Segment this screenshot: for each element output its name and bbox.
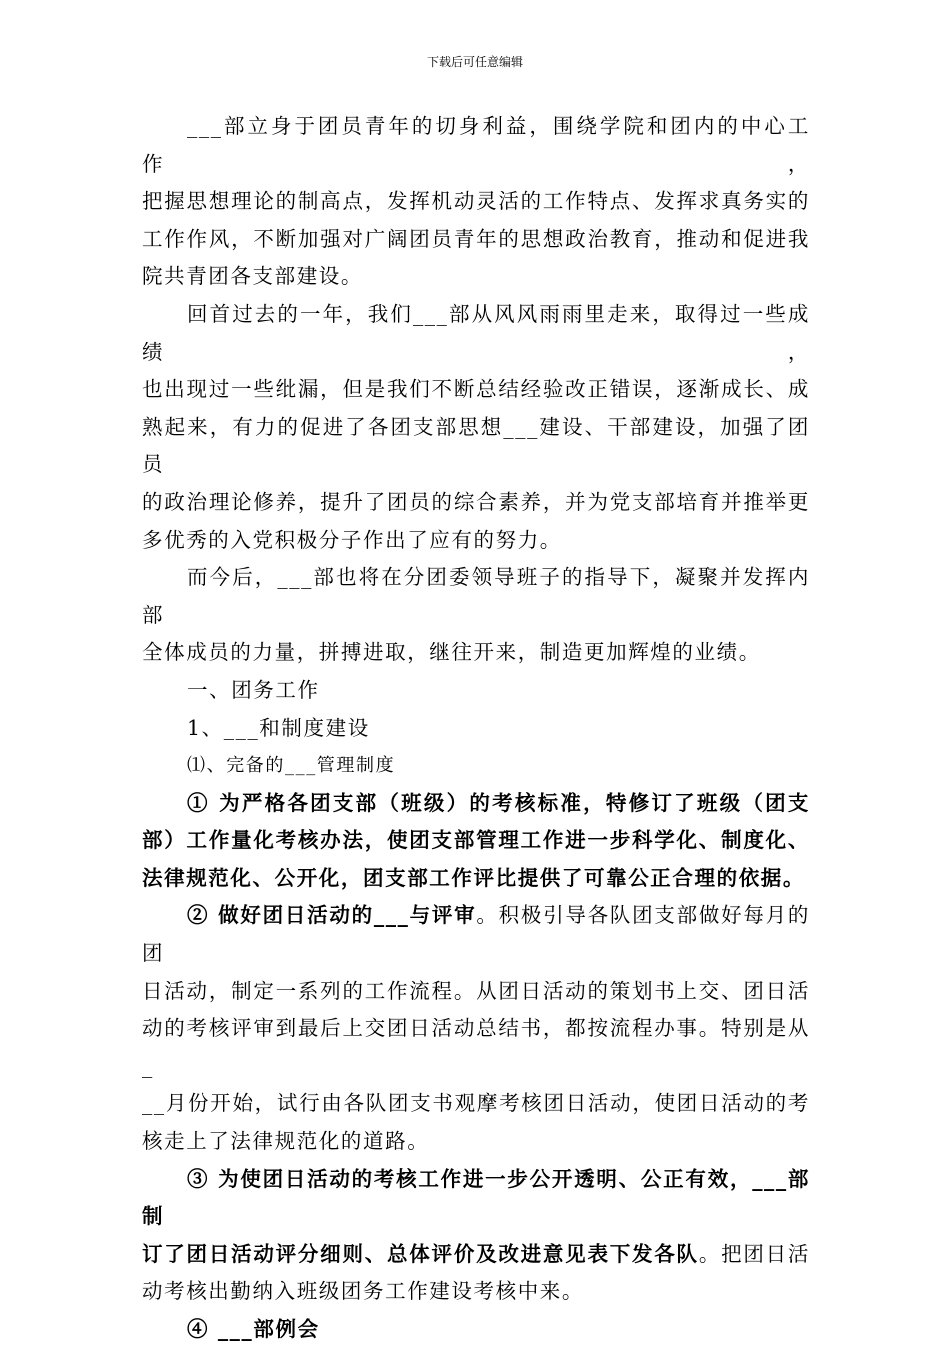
text-line: 的政治理论修养，提升了团员的综合素养，并为党支部培育并推举更	[142, 489, 810, 514]
text-line: 动考核出勤纳入班级团务工作建设考核中来。	[142, 1279, 584, 1304]
text-line: 回首过去的一年，我们___部从风风雨雨里走来，取得过一些成绩，	[142, 301, 810, 364]
bold-run: 订了团日活动评分细则、总体评价及改进意见表下发各队	[142, 1241, 699, 1266]
text-line: 工作作风，不断加强对广阔团员青年的思想政治教育，推动和促进我	[142, 226, 810, 251]
list-item-heading: ④ ___部例会	[187, 1317, 320, 1341]
text-line: 法律规范化、公开化，团支部工作评比提供了可靠公正合理的依据。	[142, 865, 805, 890]
text-line: 把握思想理论的制高点，发挥机动灵活的工作特点、发挥求真务实的	[142, 189, 810, 214]
list-item	[142, 785, 810, 898]
paragraph	[142, 108, 810, 296]
page-header: 下载后可任意编辑	[426, 55, 523, 69]
document-body	[142, 108, 810, 1349]
section-heading: 一、团务工作	[187, 677, 320, 702]
text-line: 核走上了法律规范化的道路。	[142, 1129, 430, 1154]
sub-subsection-heading: ⑴、完备的___管理制度	[187, 755, 396, 777]
text-line: ① 为严格各团支部（班级）的考核标准，特修订了班级（团支	[187, 790, 810, 815]
text-line	[142, 1236, 810, 1274]
text-line: 全体成员的力量，拼搏进取，继往开来，制造更加辉煌的业绩。	[142, 640, 761, 665]
list-item	[142, 1161, 810, 1311]
text-run: 。积极引导各队团支部做好每月的团	[142, 903, 811, 966]
text-line: 日活动，制定一系列的工作流程。从团日活动的策划书上交、团日活	[142, 978, 810, 1003]
bold-lead: ② 做好团日活动的___与评审	[187, 903, 477, 928]
text-line: 也出现过一些纰漏，但是我们不断总结经验改正错误，逐渐成长、成	[142, 377, 810, 402]
paragraph	[142, 559, 810, 672]
text-line: 熟起来，有力的促进了各团支部思想___建设、干部建设，加强了团员	[142, 414, 810, 477]
text-line: 部）工作量化考核办法，使团支部管理工作进一步科学化、制度化、	[142, 828, 810, 853]
subsection-heading: 1、___和制度建设	[187, 715, 370, 740]
paragraph	[142, 296, 810, 559]
text-run: 。把团日活	[698, 1241, 811, 1266]
text-line: 而今后，___部也将在分团委领导班子的指导下，凝聚并发挥内部	[142, 565, 810, 627]
text-line: 动的考核评审到最后上交团日活动总结书，都按流程办事。特别是从_	[142, 1016, 810, 1078]
list-item	[142, 897, 810, 1160]
text-line: ___部立身于团员青年的切身利益，围绕学院和团内的中心工作，	[142, 114, 810, 176]
text-line	[142, 897, 810, 972]
text-line: __月份开始，试行由各队团支书观摩考核团日活动，使团日活动的考	[142, 1091, 810, 1116]
text-line: 多优秀的入党积极分子作出了应有的努力。	[142, 527, 562, 552]
text-line: ③ 为使团日活动的考核工作进一步公开透明、公正有效，___部制	[142, 1166, 810, 1229]
text-line: 院共青团各支部建设。	[142, 264, 363, 289]
